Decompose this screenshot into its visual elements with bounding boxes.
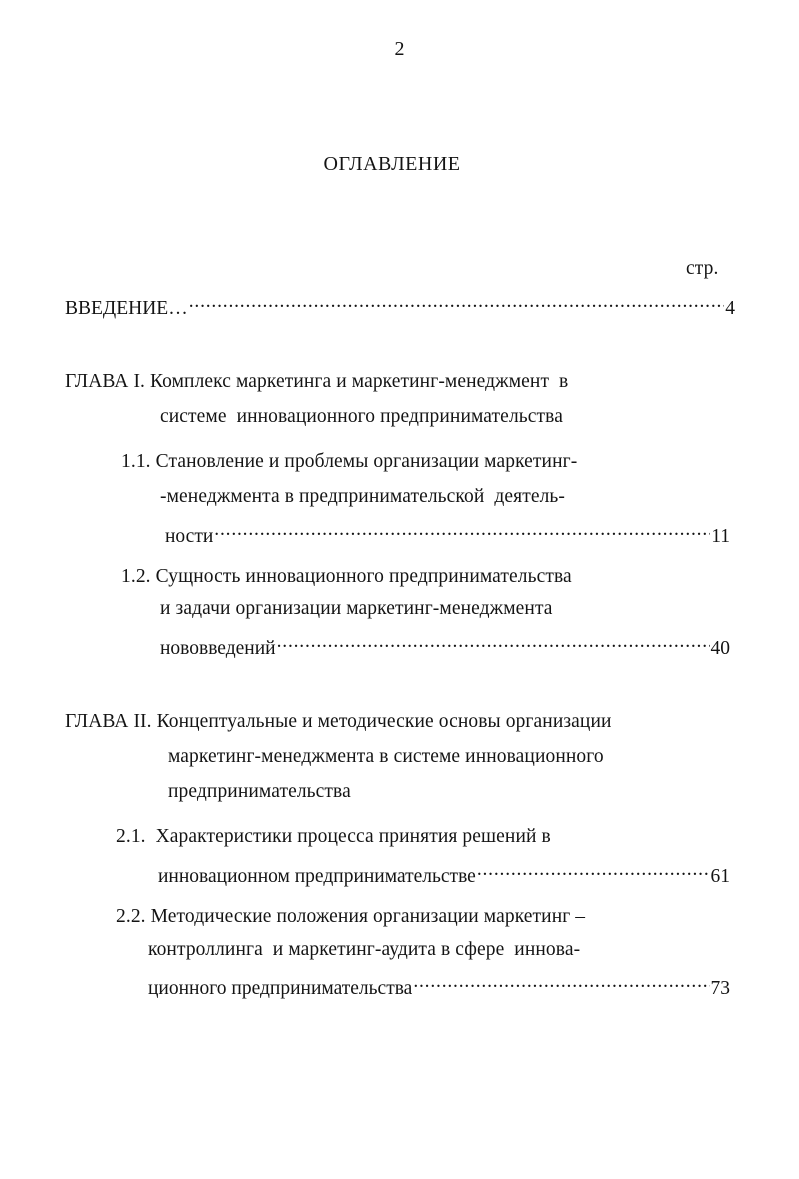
- toc-entry-page: 61: [710, 866, 730, 887]
- dot-leader: [477, 858, 710, 882]
- page-number: 2: [394, 38, 405, 60]
- page-column-header: стр.: [686, 258, 719, 279]
- chapter1-title-line1: ГЛАВА I. Комплекс маркетинга и маркетинг-менеджмент в: [65, 371, 569, 392]
- section-2-1-line1: 2.1. Характеристики процесса принятия решений в: [116, 826, 551, 847]
- toc-entry-title: инновационном предпринимательстве: [158, 866, 476, 887]
- dot-leader: [214, 518, 710, 542]
- section-1-2-line2: и задачи организации маркетинг-менеджмента: [160, 598, 553, 619]
- toc-entry-1-1: [165, 518, 730, 549]
- toc-entry-page: 73: [710, 978, 730, 999]
- toc-entry-intro: [65, 290, 735, 321]
- toc-entry-page: 11: [711, 526, 730, 547]
- dot-leader: [413, 970, 709, 994]
- dot-leader: [189, 290, 725, 314]
- toc-entry-1-2: [160, 630, 730, 661]
- toc-entry-page: 4: [725, 298, 735, 319]
- chapter2-title-line1: ГЛАВА II. Концептуальные и методические основы организации: [65, 711, 612, 732]
- section-1-1-line2: -менеджмента в предпринимательской деятель-: [160, 486, 565, 507]
- toc-entry-2-1: [158, 858, 730, 889]
- chapter2-title-line3: предпринимательства: [168, 781, 351, 802]
- section-2-2-line2: контроллинга и маркетинг-аудита в сфере иннова-: [148, 939, 581, 960]
- chapter2-title-line2: маркетинг-менеджмента в системе инновационного: [168, 746, 604, 767]
- toc-entry-title: нововведений: [160, 638, 276, 659]
- toc-entry-title: ционного предпринимательства: [148, 978, 413, 999]
- section-2-2-line1: 2.2. Методические положения организации маркетинг –: [116, 906, 586, 927]
- section-1-2-line1: 1.2. Сущность инновационного предпринимательства: [121, 566, 572, 587]
- toc-entry-2-2: [148, 970, 730, 1001]
- toc-entry-title: ВВЕДЕНИЕ…: [65, 298, 188, 319]
- chapter1-title-line2: системе инновационного предпринимательства: [160, 406, 563, 427]
- toc-entry-title: ности: [165, 526, 214, 547]
- toc-title: ОГЛАВЛЕНИЕ: [323, 153, 461, 175]
- toc-entry-page: 40: [710, 638, 730, 659]
- dot-leader: [277, 630, 710, 654]
- section-1-1-line1: 1.1. Становление и проблемы организации маркетинг-: [121, 451, 578, 472]
